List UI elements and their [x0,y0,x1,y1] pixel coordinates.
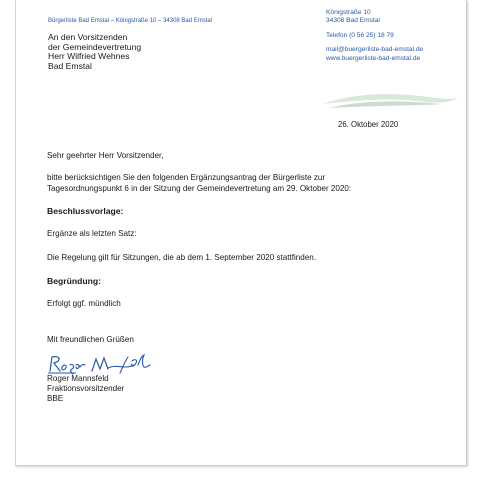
letterhead-swoosh-graphic [321,88,461,112]
salutation: Sehr geehrter Herr Vorsitzender, [47,151,164,160]
recipient-line-3: Herr Wilfried Wehnes [48,51,130,61]
recipient-line-1: An den Vorsitzenden [48,32,128,42]
recipient-address [48,33,141,71]
letter-page [15,0,467,466]
sender-contact-block [326,9,423,63]
intro-line-1: bitte berücksichtigen Sie den folgenden Ergänzungsantrag der Bürgerliste zur [47,173,326,182]
contact-website: www.buergerliste-bad-emstal.de [326,54,421,62]
signer-org: BBE [47,393,64,403]
contact-street: Königstraße 10 [326,9,371,16]
contact-phone: Telefon (0 56 25) 18 79 [326,31,394,39]
heading-beschlussvorlage: Beschlussvorlage: [47,206,124,216]
signer-role: Fraktionsvorsitzender [47,383,125,393]
closing-phrase: Mit freundlichen Grüßen [47,335,134,344]
text-ergaenze: Ergänze als letzten Satz: [47,229,137,238]
heading-begruendung: Begründung: [47,276,101,286]
handwritten-signature [46,353,158,375]
intro-paragraph [47,172,351,194]
text-begruendung: Erfolgt ggf. mündlich [47,299,121,308]
sender-return-address: Bürgerliste Bad Emstal – Königstraße 10 – 34308 Bad Emstal [48,18,213,24]
recipient-line-2: der Gemeindevertretung [48,41,142,52]
signer-name: Roger Mannsfeld [47,374,109,383]
contact-email: mail@buergerliste-bad-emstal.de [326,46,424,54]
letter-date: 26. Oktober 2020 [338,120,399,129]
signer-block [47,374,124,403]
intro-line-2: Tagesordnungspunkt 6 in der Sitzung der Gemeindevertretung am 29. Oktober 2020: [47,184,352,193]
recipient-line-4: Bad Emstal [48,60,92,71]
text-regelung: Die Regelung gilt für Sitzungen, die ab dem 1. September 2020 stattfinden. [47,253,317,262]
contact-city: 34308 Bad Emstal [326,17,380,25]
